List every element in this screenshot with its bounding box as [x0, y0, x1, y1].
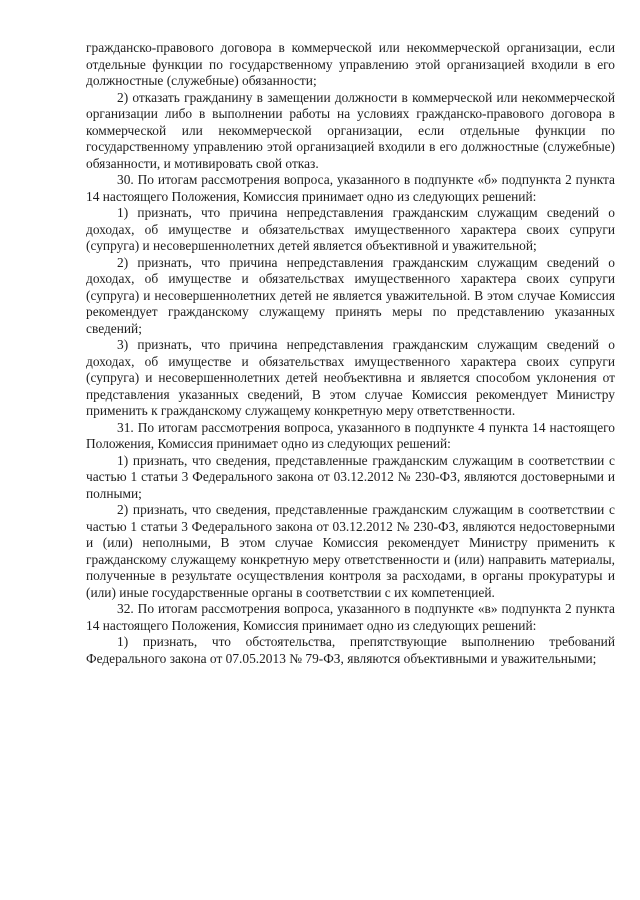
paragraph-clause-30: 30. По итогам рассмотрения вопроса, указанного в подпункте «б» подпункта 2 пункта 14 настоящего Положения, Комиссия принимает одно из следующих решений: — [86, 172, 615, 204]
paragraph-clause-31: 31. По итогам рассмотрения вопроса, указанного в подпункте 4 пункта 14 настоящего Положения, Комиссия принимает одно из следующих решений: — [86, 419, 615, 451]
paragraph-clause-30-item-2: 2) признать, что причина непредставления гражданским служащим сведений о доходах, об имуществе и обязательствах имущественного характера своих супруги (супруга) и несовершеннолетних детей не является уважительной. В этом случае Комиссия рекомендует гражданскому служащему принять меры по представлению указанных сведений; — [86, 254, 615, 336]
paragraph-clause-31-item-1: 1) признать, что сведения, представленные гражданским служащим в соответствии с частью 1 статьи 3 Федерального закона от 03.12.2012 № 230-ФЗ, являются достоверными и полными; — [86, 452, 615, 501]
paragraph-item-2-refuse: 2) отказать гражданину в замещении должности в коммерческой или некоммерческой организации либо в выполнении работы на условиях гражданско-правового договора в коммерческой или некоммерческой организации, если отдельные функции по государственному управлению этой организацией входили в его должностные (служебные) обязанности, и мотивировать свой отказ. — [86, 89, 615, 171]
paragraph-continuation: гражданско-правового договора в коммерческой или некоммерческой организации, если отдельные функции по государственному управлению этой организацией входили в его должностные (служебные) обязанности; — [86, 40, 615, 88]
paragraph-clause-30-item-1: 1) признать, что причина непредставления гражданским служащим сведений о доходах, об имуществе и обязательствах имущественного характера своих супруги (супруга) и несовершеннолетних детей является объективной и уважительной; — [86, 205, 615, 253]
paragraph-clause-31-item-2: 2) признать, что сведения, представленные гражданским служащим в соответствии с частью 1 статьи 3 Федерального закона от 03.12.2012 № 230-ФЗ, являются недостоверными и (или) неполными, В этом случае Комиссия рекомендует Министру применить к гражданскому служащему конкретную меру ответственности и (или) направить материалы, полученные в результате осуществления контроля за расходами, в органы прокуратуры и (или) иные государственные органы в соответствии с их компетенцией. — [86, 502, 615, 600]
paragraph-clause-30-item-3: 3) признать, что причина непредставления гражданским служащим сведений о доходах, об имуществе и обязательствах имущественного характера своих супруги (супруга) и несовершеннолетних детей необъективна и является способом уклонения от представления указанных сведений, В этом случае Комиссия рекомендует Министру применить к гражданскому служащему конкретную меру ответственности. — [86, 337, 615, 418]
paragraph-clause-32: 32. По итогам рассмотрения вопроса, указанного в подпункте «в» подпункта 2 пункта 14 настоящего Положения, Комиссия принимает одно из следующих решений: — [86, 601, 615, 633]
document-page — [86, 40, 615, 667]
paragraph-clause-32-item-1: 1) признать, что обстоятельства, препятствующие выполнению требований Федерального закона от 07.05.2013 № 79-ФЗ, являются объективными и уважительными; — [86, 634, 615, 666]
